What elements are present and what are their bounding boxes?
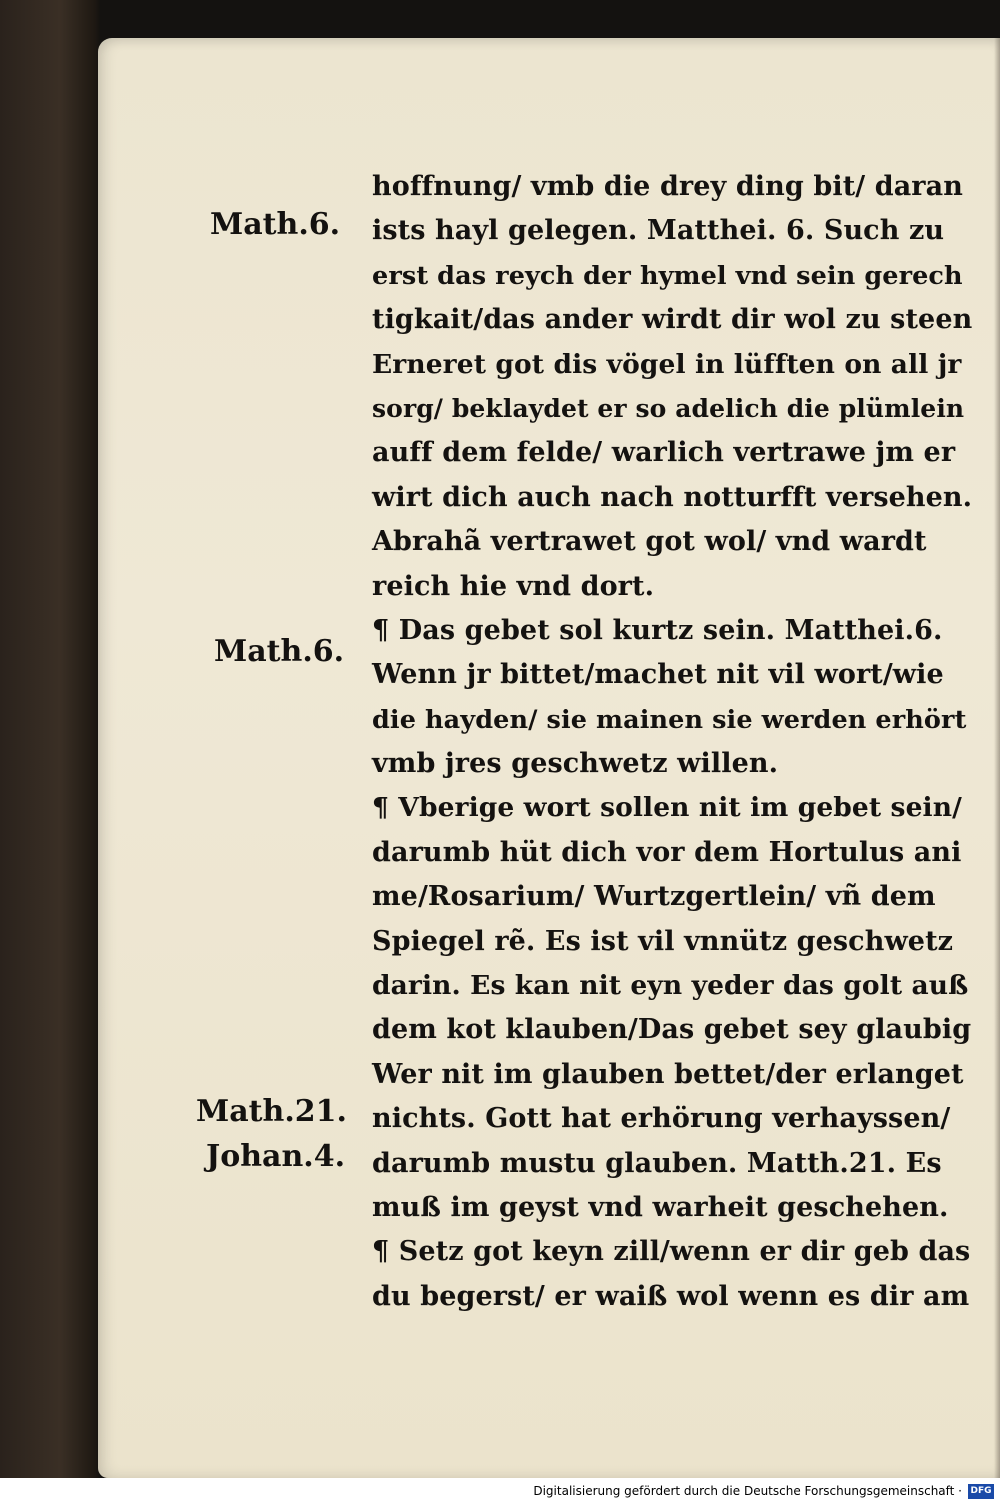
text-line: nichts. Gott hat erhörung verhayssen/ — [372, 1103, 951, 1135]
text-line: Spiegel rẽ. Es ist vil vnnütz geschwetz — [372, 925, 954, 957]
text-line: muß im geyst vnd warheit geschehen. — [372, 1191, 949, 1223]
dfg-logo: DFG — [968, 1484, 994, 1499]
footer-bar — [0, 1478, 1000, 1505]
text-line: darumb mustu glauben. Matth.21. Es — [372, 1147, 942, 1179]
text-line: darin. Es kan nit eyn yeder das golt auß — [372, 970, 969, 1002]
text-line: reich hie vnd dort. — [372, 570, 655, 602]
main-text — [372, 165, 972, 1319]
text-line: erst das reych der hymel vnd sein gerech — [372, 260, 963, 291]
marginal-note: Math.6. — [214, 634, 345, 669]
marginal-note: Johan.4. — [206, 1139, 346, 1174]
text-line: wirt dich auch nach notturfft versehen. — [372, 481, 973, 513]
text-line: tigkait/das ander wirdt dir wol zu steen — [372, 304, 973, 336]
marginal-note: Math.6. — [210, 207, 341, 242]
text-line: Wer nit im glauben bettet/der erlanget — [372, 1058, 964, 1090]
text-line: vmb jres geschwetz willen. — [372, 748, 779, 780]
text-line: sorg/ beklaydet er so adelich die plümlein — [372, 393, 965, 423]
text-line: hoffnung/ vmb die drey ding bit/ daran — [372, 171, 963, 202]
text-line: auff dem felde/ warlich vertrawe jm er — [372, 437, 956, 469]
footer-credit: Digitalisierung gefördert durch die Deutsche Forschungsgemeinschaft · — [533, 1484, 962, 1498]
text-line: darumb hüt dich vor dem Hortulus ani — [372, 836, 962, 868]
text-line: ists hayl gelegen. Matthei. 6. Such zu — [372, 215, 945, 247]
text-line: Abrahã vertrawet got wol/ vnd wardt — [372, 526, 927, 558]
text-line: die hayden/ sie mainen sie werden erhört — [372, 704, 967, 735]
text-line: Erneret got dis vögel in lüfften on all jr — [372, 348, 962, 380]
text-line: ¶ Setz got keyn zill/wenn er dir geb das — [372, 1236, 971, 1268]
text-line: dem kot klauben/Das gebet sey glaubig — [372, 1014, 972, 1046]
text-line: me/Rosarium/ Wurtzgertlein/ vñ dem — [372, 881, 936, 913]
marginal-note: Math.21. — [196, 1094, 347, 1129]
text-line: ¶ Das gebet sol kurtz sein. Matthei.6. — [372, 614, 943, 646]
text-line: Wenn jr bittet/machet nit vil wort/wie — [372, 659, 944, 691]
text-line: ¶ Vberige wort sollen nit im gebet sein/ — [372, 792, 962, 824]
text-line: du begerst/ er waiß wol wenn es dir am — [372, 1280, 970, 1312]
